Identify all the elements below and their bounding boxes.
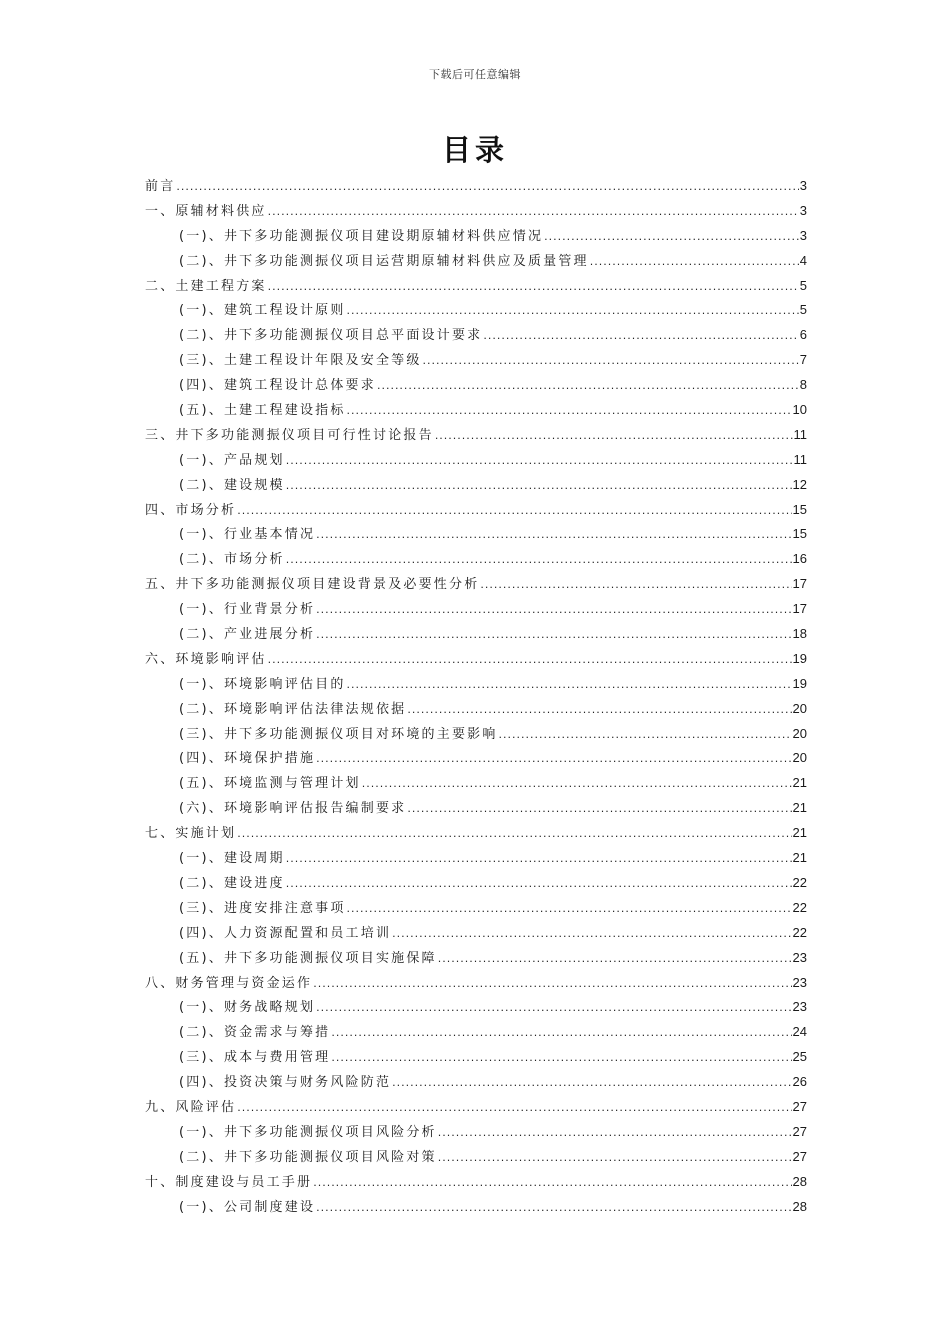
dot-leader: [347, 673, 792, 698]
toc-entry[interactable]: [145, 547, 807, 572]
dot-leader: [392, 922, 791, 947]
dot-leader: [268, 200, 799, 225]
table-of-contents: [145, 174, 807, 1219]
toc-entry[interactable]: [145, 1145, 807, 1170]
toc-entry-label: (四)、人力资源配置和员工培训: [179, 925, 392, 941]
toc-entry-label: (五)、井下多功能测振仪项目实施保障: [179, 950, 437, 966]
toc-entry-label: (六)、环境影响评估报告编制要求: [179, 801, 407, 817]
toc-entry[interactable]: [145, 373, 807, 398]
toc-entry-page-number: 12: [792, 476, 807, 492]
toc-entry-label: (二)、建设进度: [179, 875, 285, 891]
dot-leader: [438, 1121, 792, 1146]
toc-entry-label: (一)、产品规划: [179, 452, 285, 468]
toc-entry[interactable]: [145, 1120, 807, 1145]
toc-entry-page-number: 11: [793, 426, 807, 442]
toc-entry-label: 一、原辅材料供应: [145, 203, 267, 219]
toc-entry[interactable]: [145, 274, 807, 299]
toc-entry-page-number: 23: [792, 949, 807, 965]
dot-leader: [438, 1146, 792, 1171]
toc-entry-page-number: 22: [792, 874, 807, 890]
toc-entry[interactable]: [145, 746, 807, 771]
toc-entry[interactable]: [145, 771, 807, 796]
toc-entry[interactable]: [145, 348, 807, 373]
toc-entry-page-number: 11: [793, 451, 807, 467]
toc-entry[interactable]: [145, 1095, 807, 1120]
dot-leader: [392, 1071, 791, 1096]
toc-entry-label: (五)、土建工程建设指标: [179, 403, 346, 419]
dot-leader: [316, 523, 791, 548]
dot-leader: [237, 1096, 791, 1121]
toc-entry[interactable]: [145, 448, 807, 473]
toc-entry[interactable]: [145, 174, 807, 199]
toc-entry-page-number: 20: [792, 750, 807, 766]
toc-entry-label: (二)、建设规模: [179, 477, 285, 493]
dot-leader: [362, 772, 792, 797]
toc-entry-label: (二)、环境影响评估法律法规依据: [179, 701, 407, 717]
toc-entry[interactable]: [145, 722, 807, 747]
toc-entry[interactable]: [145, 1070, 807, 1095]
dot-leader: [316, 747, 791, 772]
toc-entry-page-number: 18: [792, 626, 807, 642]
toc-entry[interactable]: [145, 622, 807, 647]
toc-entry-label: 五、井下多功能测振仪项目建设背景及必要性分析: [145, 577, 480, 593]
toc-entry-page-number: 27: [792, 1123, 807, 1139]
toc-entry-page-number: 27: [792, 1148, 807, 1164]
toc-entry-page-number: 17: [792, 601, 807, 617]
toc-entry-page-number: 20: [792, 700, 807, 716]
toc-entry-label: 前言: [145, 179, 176, 194]
toc-entry[interactable]: [145, 896, 807, 921]
dot-leader: [407, 797, 791, 822]
toc-entry[interactable]: [145, 298, 807, 323]
toc-entry-label: (二)、井下多功能测振仪项目风险对策: [179, 1149, 437, 1165]
dot-leader: [286, 449, 793, 474]
toc-entry[interactable]: [145, 672, 807, 697]
toc-entry-page-number: 15: [792, 526, 807, 542]
dot-leader: [407, 698, 791, 723]
toc-entry-page-number: 24: [792, 1024, 807, 1040]
toc-entry-label: (三)、进度安排注意事项: [179, 900, 346, 916]
toc-entry-page-number: 23: [792, 974, 807, 990]
dot-leader: [286, 474, 792, 499]
toc-entry-label: (一)、公司制度建设: [179, 1199, 316, 1215]
toc-entry-label: 六、环境影响评估: [145, 651, 267, 667]
dot-leader: [331, 1046, 791, 1071]
toc-entry[interactable]: [145, 398, 807, 423]
dot-leader: [347, 299, 799, 324]
toc-entry-label: (三)、成本与费用管理: [179, 1050, 331, 1066]
toc-entry-page-number: 23: [792, 999, 807, 1015]
toc-entry-page-number: 28: [792, 1198, 807, 1214]
toc-entry-page-number: 3: [799, 178, 807, 193]
dot-leader: [483, 324, 798, 349]
toc-entry[interactable]: [145, 1045, 807, 1070]
dot-leader: [544, 225, 799, 250]
toc-entry-page-number: 5: [799, 302, 807, 318]
toc-entry-label: (三)、井下多功能测振仪项目对环境的主要影响: [179, 726, 498, 742]
toc-entry-label: 八、财务管理与资金运作: [145, 975, 313, 991]
toc-entry[interactable]: [145, 1020, 807, 1045]
toc-entry-page-number: 16: [792, 551, 807, 567]
dot-leader: [438, 947, 792, 972]
dot-leader: [237, 499, 791, 524]
toc-entry-label: (一)、行业背景分析: [179, 602, 316, 618]
toc-entry-page-number: 21: [792, 825, 807, 841]
toc-entry-page-number: 27: [792, 1098, 807, 1114]
toc-entry[interactable]: [145, 1195, 807, 1220]
toc-entry-label: (二)、资金需求与筹措: [179, 1025, 331, 1041]
toc-entry-label: 十、制度建设与员工手册: [145, 1174, 313, 1190]
toc-entry-page-number: 22: [792, 924, 807, 940]
toc-entry-label: (五)、环境监测与管理计划: [179, 776, 361, 792]
dot-leader: [316, 1196, 791, 1221]
dot-leader: [286, 548, 792, 573]
toc-entry-page-number: 4: [799, 252, 807, 268]
toc-entry[interactable]: [145, 995, 807, 1020]
toc-entry-page-number: 20: [792, 725, 807, 741]
toc-entry[interactable]: [145, 647, 807, 672]
toc-entry[interactable]: [145, 871, 807, 896]
toc-entry[interactable]: [145, 323, 807, 348]
toc-entry[interactable]: [145, 572, 807, 597]
toc-entry[interactable]: [145, 423, 807, 448]
toc-entry-label: (一)、行业基本情况: [179, 527, 316, 543]
toc-entry[interactable]: [145, 1170, 807, 1195]
toc-entry-page-number: 21: [792, 800, 807, 816]
toc-entry[interactable]: [145, 249, 807, 274]
dot-leader: [313, 972, 791, 997]
toc-entry-label: (一)、井下多功能测振仪项目建设期原辅材料供应情况: [179, 228, 544, 244]
toc-entry-label: (二)、井下多功能测振仪项目总平面设计要求: [179, 328, 483, 344]
toc-entry-page-number: 28: [792, 1173, 807, 1189]
toc-entry-label: (二)、井下多功能测振仪项目运营期原辅材料供应及质量管理: [179, 253, 589, 269]
dot-leader: [313, 1171, 791, 1196]
toc-entry[interactable]: [145, 821, 807, 846]
toc-entry-label: 四、市场分析: [145, 502, 237, 518]
dot-leader: [331, 1021, 791, 1046]
dot-leader: [316, 623, 791, 648]
toc-entry[interactable]: [145, 971, 807, 996]
toc-entry-page-number: 21: [792, 850, 807, 866]
toc-entry-page-number: 15: [792, 501, 807, 517]
toc-entry[interactable]: [145, 522, 807, 547]
toc-entry[interactable]: [145, 498, 807, 523]
toc-entry-page-number: 3: [799, 227, 807, 243]
page-header: 下载后可任意编辑: [429, 68, 521, 81]
toc-entry-page-number: 17: [792, 576, 807, 592]
toc-entry-label: (四)、建筑工程设计总体要求: [179, 378, 376, 394]
toc-entry-page-number: 19: [792, 650, 807, 666]
toc-entry-label: (一)、建筑工程设计原则: [179, 303, 346, 319]
dot-leader: [237, 822, 791, 847]
toc-entry-label: 二、土建工程方案: [145, 278, 267, 294]
toc-entry[interactable]: [145, 597, 807, 622]
toc-entry[interactable]: [145, 846, 807, 871]
dot-leader: [316, 598, 791, 623]
toc-entry-page-number: 25: [792, 1049, 807, 1065]
toc-entry[interactable]: [145, 946, 807, 971]
dot-leader: [499, 723, 792, 748]
dot-leader: [316, 996, 791, 1021]
dot-leader: [347, 897, 792, 922]
dot-leader: [286, 872, 792, 897]
dot-leader: [268, 648, 792, 673]
toc-entry-label: (一)、井下多功能测振仪项目风险分析: [179, 1124, 437, 1140]
dot-leader: [480, 573, 791, 598]
toc-entry-label: (四)、环境保护措施: [179, 751, 316, 767]
toc-entry-label: (一)、建设周期: [179, 851, 285, 867]
dot-leader: [268, 275, 799, 300]
toc-entry-page-number: 21: [792, 775, 807, 791]
dot-leader: [435, 424, 793, 449]
toc-entry-label: (四)、投资决策与财务风险防范: [179, 1075, 392, 1091]
toc-entry-label: (二)、市场分析: [179, 552, 285, 568]
toc-entry-label: (一)、环境影响评估目的: [179, 676, 346, 692]
dot-leader: [423, 349, 799, 374]
toc-entry-label: (二)、产业进展分析: [179, 627, 316, 643]
toc-title: 目录: [441, 133, 508, 167]
toc-entry-page-number: 8: [799, 377, 807, 393]
dot-leader: [347, 399, 792, 424]
toc-entry[interactable]: [145, 921, 807, 946]
toc-entry-label: 九、风险评估: [145, 1099, 237, 1115]
toc-entry-page-number: 22: [792, 899, 807, 915]
toc-entry[interactable]: [145, 697, 807, 722]
toc-entry-page-number: 10: [792, 402, 807, 418]
dot-leader: [590, 250, 799, 275]
toc-entry-page-number: 3: [799, 202, 807, 218]
dot-leader: [286, 847, 792, 872]
toc-entry-page-number: 5: [799, 277, 807, 293]
toc-entry-label: 三、井下多功能测振仪项目可行性讨论报告: [145, 427, 434, 443]
toc-entry-page-number: 26: [792, 1074, 807, 1090]
toc-entry[interactable]: [145, 199, 807, 224]
dot-leader: [176, 175, 798, 200]
toc-entry-page-number: 7: [799, 352, 807, 368]
dot-leader: [377, 374, 799, 399]
toc-entry-label: (一)、财务战略规划: [179, 1000, 316, 1016]
toc-entry[interactable]: [145, 796, 807, 821]
toc-entry-label: 七、实施计划: [145, 826, 237, 842]
toc-entry-page-number: 6: [799, 327, 807, 343]
toc-entry-label: (三)、土建工程设计年限及安全等级: [179, 353, 422, 369]
toc-entry[interactable]: [145, 473, 807, 498]
toc-entry[interactable]: [145, 224, 807, 249]
toc-entry-page-number: 19: [792, 675, 807, 691]
